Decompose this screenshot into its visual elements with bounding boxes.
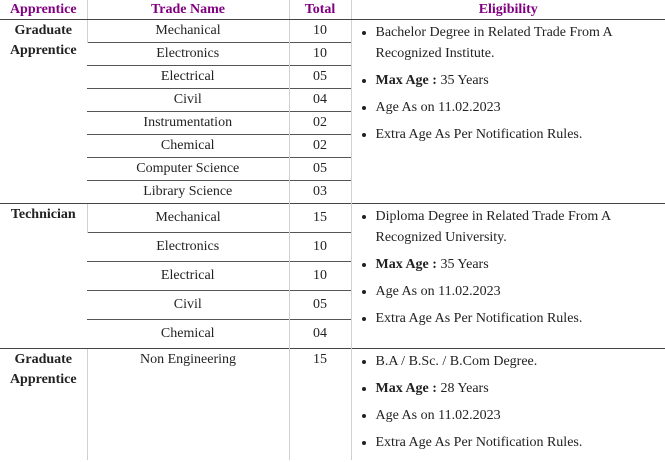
trade-name: Civil — [87, 89, 289, 112]
trade-name: Electrical — [87, 262, 289, 291]
eligibility-extra-age: • Extra Age As Per Notification Rules. — [376, 432, 662, 453]
table-row — [0, 204, 665, 233]
max-age-value: 28 Years — [440, 381, 489, 396]
eligibility-max-age — [376, 70, 662, 91]
trade-total: 05 — [289, 66, 351, 89]
eligibility-max-age — [376, 254, 662, 275]
category-cell: Technician — [0, 204, 87, 349]
max-age-label: Max Age : — [375, 257, 437, 272]
eligibility-list — [358, 22, 662, 145]
trade-name: Chemical — [87, 320, 289, 349]
eligibility-degree: • Diploma Degree in Related Trade From A Recognized University. — [376, 206, 662, 248]
header-trade-name: Trade Name — [87, 0, 289, 20]
trade-total: 02 — [289, 112, 351, 135]
eligibility-degree: • Bachelor Degree in Related Trade From A Recognized Institute. — [376, 22, 662, 64]
eligibility-list — [358, 206, 662, 329]
trade-name: Non Engineering — [87, 349, 289, 461]
eligibility-age-as-on: • Age As on 11.02.2023 — [376, 281, 662, 302]
max-age-label: Max Age : — [375, 381, 437, 396]
trade-name: Computer Science — [87, 158, 289, 181]
trade-name: Civil — [87, 291, 289, 320]
trade-total: 10 — [289, 262, 351, 291]
eligibility-max-age — [376, 378, 662, 399]
trade-total: 04 — [289, 89, 351, 112]
trade-name: Library Science — [87, 181, 289, 204]
section-technician — [0, 204, 665, 349]
eligibility-cell — [351, 204, 665, 349]
trade-name: Instrumentation — [87, 112, 289, 135]
header-apprentice: Apprentice — [0, 0, 87, 20]
section-graduate-apprentice-non-engineering — [0, 349, 665, 461]
eligibility-extra-age: • Extra Age As Per Notification Rules. — [376, 308, 662, 329]
trade-total: 15 — [289, 204, 351, 233]
table-row — [0, 20, 665, 43]
eligibility-extra-age: • Extra Age As Per Notification Rules. — [376, 124, 662, 145]
header-eligibility: Eligibility — [351, 0, 665, 20]
max-age-value: 35 Years — [440, 257, 489, 272]
eligibility-degree: • B.A / B.Sc. / B.Com Degree. — [376, 351, 662, 372]
header-total: Total — [289, 0, 351, 20]
eligibility-cell — [351, 20, 665, 204]
trade-total: 05 — [289, 158, 351, 181]
eligibility-age-as-on: • Age As on 11.02.2023 — [376, 97, 662, 118]
header-row — [0, 0, 665, 20]
table-row — [0, 349, 665, 461]
trade-name: Chemical — [87, 135, 289, 158]
trade-name: Mechanical — [87, 204, 289, 233]
category-cell: Graduate Apprentice — [9, 23, 77, 58]
trade-total: 10 — [289, 233, 351, 262]
trade-total: 05 — [289, 291, 351, 320]
trade-total: 10 — [289, 20, 351, 43]
max-age-label: Max Age : — [375, 73, 437, 88]
trade-total: 15 — [289, 349, 351, 461]
trade-total: 02 — [289, 135, 351, 158]
trade-name: Electrical — [87, 66, 289, 89]
max-age-value: 35 Years — [440, 73, 489, 88]
section-graduate-apprentice — [0, 20, 665, 204]
eligibility-list — [358, 351, 662, 453]
trade-total: 10 — [289, 43, 351, 66]
trade-total: 04 — [289, 320, 351, 349]
category-cell: Graduate Apprentice — [0, 349, 87, 461]
trade-name: Electronics — [87, 43, 289, 66]
trade-name: Mechanical — [87, 20, 289, 43]
trade-total: 03 — [289, 181, 351, 204]
eligibility-age-as-on: • Age As on 11.02.2023 — [376, 405, 662, 426]
eligibility-cell — [351, 349, 665, 461]
trade-name: Electronics — [87, 233, 289, 262]
